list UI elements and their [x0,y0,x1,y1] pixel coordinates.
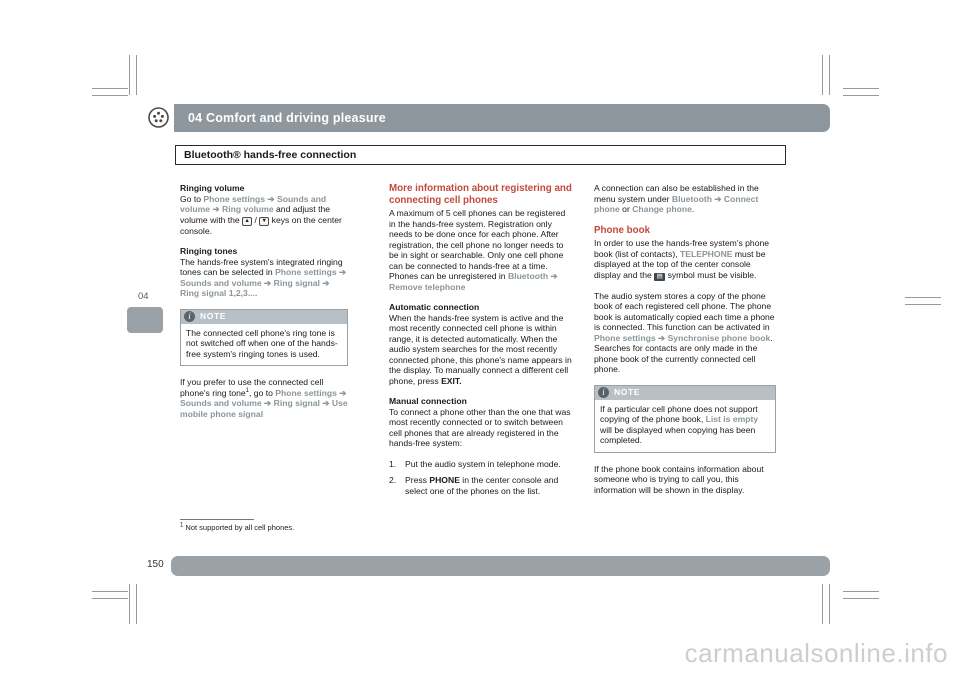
text-run: in the center console and select one of the phones on the list. [405,475,559,496]
chapter-tab-marker [127,307,163,333]
text-run: Press [405,475,430,485]
text-run: Phone settings ➔ Sounds and volume ➔ Ring signal ➔ Use mobile phone signal [180,387,348,419]
note-label: NOTE [200,311,227,322]
paragraph [180,194,348,237]
text-run: If the phone book contains information about someone who is trying to call you, this information will be shown in the display. [594,463,764,495]
text-run: EXIT. [441,375,462,386]
crop-mark [905,304,941,305]
text-run: ▲ [242,217,252,226]
text-run: The connected cell phone's ring tone is not switched off when one of the hands-free system's ringing tones is used. [186,327,338,359]
text-run: Phone settings ➔ Synchronise phone book [594,332,771,343]
paragraph [594,291,776,375]
crop-mark [92,598,128,599]
text-run: A maximum of 5 cell phones can be registered in the hands-free system. Registration only needs to be done once for each phone. After registration, the cell phone no longer needs to be in sight or searchable. Only one cell phone can be connected to hands-free at a time. Phones can be unregistered in [389,208,566,281]
footer-bar [171,556,830,576]
crop-mark [843,95,879,96]
text-run: Put the audio system in telephone mode. [405,458,561,469]
text-run: must be displayed at the top of the center console display and the [594,248,766,280]
crop-mark [92,88,128,89]
text-run: If you prefer to use the connected cell phone's ring tone [180,377,324,398]
text-run: and adjust the volume with the [180,204,331,225]
paragraph [594,238,776,281]
crop-mark [843,88,879,89]
text-run: or [619,204,633,214]
crop-mark [136,584,137,624]
red-heading-phone-book: Phone book [594,224,651,236]
text-run: ▼ [259,217,269,226]
text-run: Bluetooth ➔ Connect phone [594,193,759,214]
list-text [405,459,572,470]
watermark: carmanualsonline.info [684,638,948,668]
note-box [180,309,348,367]
text-run: ▤ [654,273,665,281]
note-body [181,324,347,366]
text-run: If a particular cell phone does not support copying of the phone book, [600,403,758,424]
info-icon: i [598,387,609,398]
list-number: 2. [389,475,397,485]
info-icon: i [184,311,195,322]
text-run: List is empty [705,414,759,424]
paragraph [594,183,776,215]
text-run: A connection can also be established in the menu system under [594,183,759,204]
crop-mark [829,584,830,624]
text-run: The hands-free system's integrated ringing tones can be selected in [180,256,343,277]
text-run: will be displayed when copying has been completed. [600,424,756,445]
list-item [389,475,572,496]
footnote-rule [180,519,254,520]
column-2 [389,183,572,502]
text-run: keys on the center console. [180,214,342,236]
text-run: Phone settings ➔ Sounds and volume ➔ Ring volume [180,193,327,214]
note-header [181,310,347,324]
subheading-automatic-connection: Automatic connection [389,302,480,312]
text-run: In order to use the hands-free system's phone book (list of contacts), [594,238,770,259]
text-run: , go to [249,387,276,398]
text-run: Change phone [632,204,692,214]
text-run: symbol must be visible. [665,269,757,280]
chapter-title: 04 Comfort and driving pleasure [188,111,386,125]
crop-mark [92,591,128,592]
red-heading-registering: More information about registering and connecting cell phones [389,183,572,206]
paragraph [180,257,348,299]
column-1 [180,183,348,429]
footnote-text [180,523,350,532]
note-box [594,385,776,453]
chapter-tab-number: 04 [138,291,149,302]
column-3 [594,183,776,505]
crop-mark [843,598,879,599]
numbered-list [389,459,572,497]
paragraph [180,377,348,419]
list-item [389,459,572,470]
page-number: 150 [147,559,164,570]
crop-mark [822,55,823,95]
text-run: Phone settings ➔ Sounds and volume ➔ Ring signal ➔ Ring signal 1,2,3.... [180,267,347,298]
crop-mark [129,55,130,95]
crop-mark [129,584,130,624]
paragraph [594,464,776,496]
list-number: 1. [389,458,397,469]
note-label: NOTE [614,387,641,398]
subheading-ringing-tones: Ringing tones [180,246,238,256]
text-run: PHONE [429,475,460,485]
crop-mark [829,55,830,95]
crop-mark [905,297,941,298]
crop-mark [136,55,137,95]
subheading-manual-connection: Manual connection [389,396,467,406]
section-title: Bluetooth® hands-free connection [184,149,357,161]
note-header [595,386,775,400]
crop-mark [843,591,879,592]
list-text [405,475,572,496]
paragraph [389,407,572,449]
text-run: TELEPHONE [679,248,733,259]
text-run: / [252,214,260,225]
text-run: Go to [180,193,204,204]
section-title-box [175,145,786,165]
text-run: When the hands-free system is active and the most recently connected cell phone is within range, it is detected automatically. When the audio system searches for the most recently connected phone, this phone's name appears in the display. To manually connect a different cell phone, press [389,312,572,386]
text-run: . Searches for contacts are only made in the phone book of the currently connected cell phone. [594,332,773,374]
paragraph [389,208,572,292]
crop-mark [822,584,823,624]
footnote [180,519,350,532]
chapter-header-bar [174,104,830,132]
text-run: Bluetooth ➔ Remove telephone [389,271,558,292]
subheading-ringing-volume: Ringing volume [180,183,245,193]
text-run: Not supported by all cell phones. [183,523,295,532]
text-run: 1 [180,522,184,529]
text-run: The audio system stores a copy of the phone book of each registered cell phone. The phone book is automatically copied each time a phone is connected. This function can be activated in [594,290,775,332]
note-body [595,400,775,452]
text-run: . [691,204,695,214]
text-run: To connect a phone other than the one that was most recently connected or to switch between cell phones that are already registered in the hands-free system: [389,406,571,448]
crop-mark [92,95,128,96]
text-run: 1 [245,387,250,394]
comfort-chapter-icon [146,105,171,130]
paragraph [389,313,572,387]
